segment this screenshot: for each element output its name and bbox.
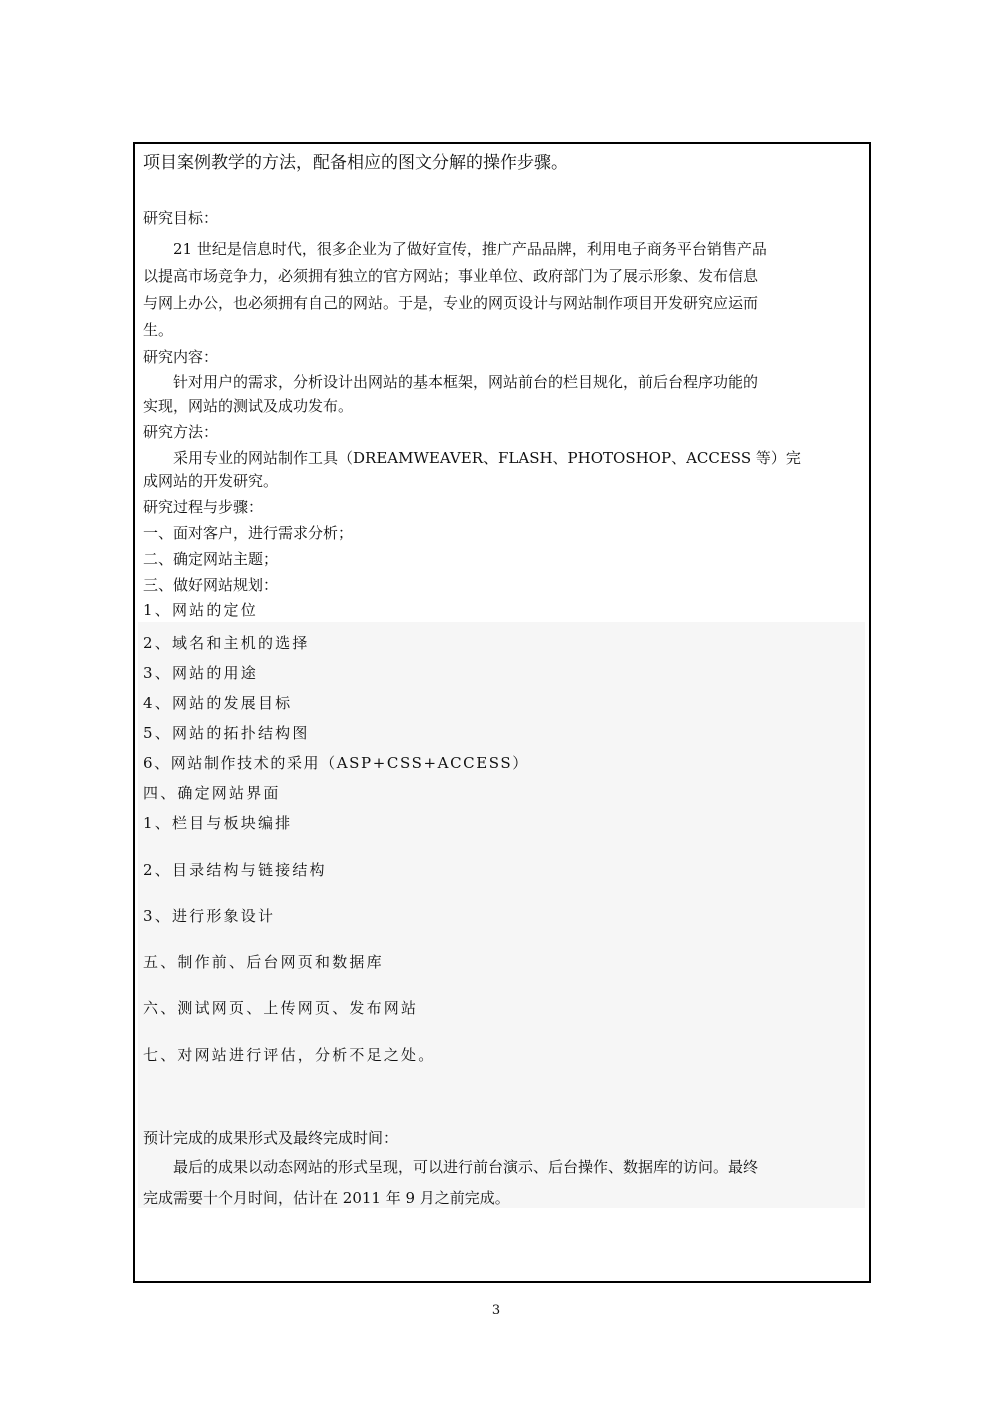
goal-line: 以提高市场竞争力，必须拥有独立的官方网站；事业单位、政府部门为了展示形象、发布信息 — [143, 267, 759, 285]
outcome-line: 完成需要十个月时间，估计在 2011 年 9 月之前完成。 — [143, 1189, 510, 1207]
process-step: 一、面对客户，进行需求分析； — [143, 524, 354, 542]
process-step: 5、网站的拓扑结构图 — [143, 724, 310, 742]
goal-line: 与网上办公，也必须拥有自己的网站。于是，专业的网页设计与网站制作项目开发研究应运而 — [143, 294, 759, 312]
process-step: 1、栏目与板块编排 — [143, 814, 293, 832]
method-heading: 研究方法： — [143, 423, 219, 441]
goal-heading: 研究目标： — [143, 209, 219, 227]
goal-line: 21 世纪是信息时代，很多企业为了做好宣传，推广产品品牌，利用电子商务平台销售产品 — [173, 240, 767, 258]
page-number: 3 — [491, 1303, 501, 1318]
process-step: 四、确定网站界面 — [143, 784, 281, 802]
content-heading: 研究内容： — [143, 348, 219, 366]
process-step: 2、域名和主机的选择 — [143, 634, 310, 652]
content-line: 实现，网站的测试及成功发布。 — [143, 397, 354, 415]
process-step: 3、进行形象设计 — [143, 907, 276, 925]
process-step: 2、目录结构与链接结构 — [143, 861, 327, 879]
process-step: 三、做好网站规划： — [143, 576, 279, 594]
outcome-line: 最后的成果以动态网站的形式呈现，可以进行前台演示、后台操作、数据库的访问。最终 — [173, 1158, 759, 1176]
process-step: 6、网站制作技术的采用（ASP+CSS+ACCESS） — [143, 754, 529, 772]
process-step: 1、网站的定位 — [143, 601, 258, 619]
process-step: 4、网站的发展目标 — [143, 694, 293, 712]
process-step: 七、对网站进行评估，分析不足之处。 — [143, 1046, 436, 1064]
intro-line: 项目案例教学的方法，配备相应的图文分解的操作步骤。 — [143, 153, 568, 173]
content-line: 针对用户的需求，分析设计出网站的基本框架，网站前台的栏目规化，前后台程序功能的 — [173, 373, 759, 391]
process-step: 3、网站的用途 — [143, 664, 258, 682]
goal-line: 生。 — [143, 321, 174, 339]
process-step: 六、测试网页、上传网页、发布网站 — [143, 999, 419, 1017]
process-heading: 研究过程与步骤： — [143, 498, 264, 516]
method-line: 采用专业的网站制作工具（DREAMWEAVER、FLASH、PHOTOSHOP、ACCESS 等）完 — [173, 449, 801, 467]
process-step: 二、确定网站主题； — [143, 550, 279, 568]
method-line: 成网站的开发研究。 — [143, 472, 279, 490]
outcome-heading: 预计完成的成果形式及最终完成时间： — [143, 1129, 399, 1147]
process-step: 五、制作前、后台网页和数据库 — [143, 953, 384, 971]
